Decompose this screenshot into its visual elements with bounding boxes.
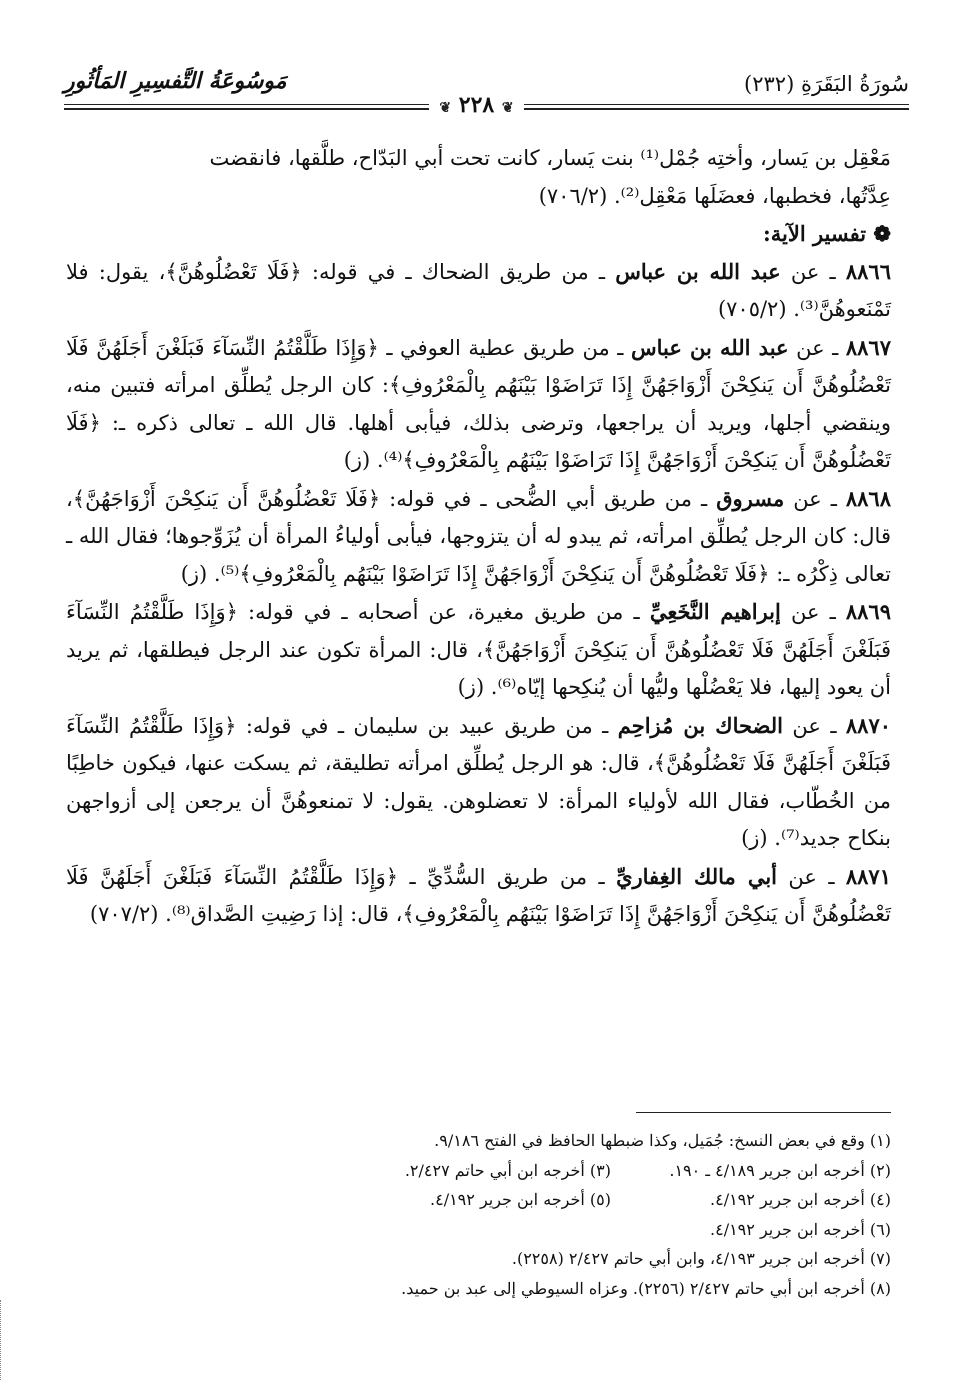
entry-text: ـ من طريق مغيرة، عن أصحابه ـ في قوله: ﴿وَإِذَا طَلَّقْتُمُ النِّسَآءَ فَبَلَغْنَ أَجَلَهُنَّ فَلَا تَعْضُلُوهُنَّ أَن يَنكِحْنَ أَزْوَاجَهُنَّ﴾، قال: المرأة تكون عند الرجل فيطلقها، ثم يريد أن يعود إليها، فلا يَعْضُلْها وليُّها أن يُنكِحها إيّاه⁽⁶⁾. (ز) (66, 600, 891, 699)
tafsir-entry: ٨٨٦٩ ـ عن إبراهيم النَّخَعِيِّ ـ من طريق مغيرة، عن أصحابه ـ في قوله: ﴿وَإِذَا طَلَّقْتُمُ النِّسَآءَ فَبَلَغْنَ أَجَلَهُنَّ فَلَا تَعْضُلُوهُنَّ أَن يَنكِحْنَ أَزْوَاجَهُنَّ﴾، قال: المرأة تكون عند الرجل فيطلقها، ثم يريد أن يعود إليها، فلا يَعْضُلْها وليُّها أن يُنكِحها إيّاه⁽⁶⁾. (ز) (66, 599, 891, 699)
footnote: (٦) أخرجه ابن جرير ٤/١٩٢. (710, 1219, 891, 1239)
entry-text: ـ من طريق السُّدِّيِّ ـ ﴿وَإِذَا طَلَّقْتُمُ النِّسَآءَ فَبَلَغْنَ أَجَلَهُنَّ فَلَا تَعْضُلُوهُنَّ أَن يَنكِحْنَ أَزْوَاجَهُنَّ إِذَا تَرَاضَوْا بَيْنَهُم بِالْمَعْرُوفِ﴾، قال: إذا رَضِيتِ الصَّداق⁽⁸⁾. (٧٠٧/٢) (66, 864, 891, 926)
narrator-name: الضحاك بن مُزاحِم (617, 712, 783, 738)
entry-text: ـ من طريق الضحاك ـ في قوله: ﴿فَلَا تَعْضُلُوهُنَّ﴾، يقول: فلا تَمْنَعوهُنَّ⁽³⁾. (٧٠٥/٢) (66, 259, 891, 321)
scan-edge-marks (0, 1300, 5, 1380)
narrator-name: أبي مالك الغِفاريِّ (616, 863, 778, 889)
entry-number: ٨٨٧١ (845, 863, 891, 889)
intro-line: عِدَّتُها، فخطبها، فعضَلَها مَعْقِل⁽²⁾. (٧٠٦/٢) (538, 183, 891, 208)
entry-number: ٨٨٦٩ (845, 599, 891, 624)
page-number: ٢٢٨ (458, 92, 495, 118)
surah-header: سُورَةُ البَقَرَةِ (٢٣٢) (744, 72, 909, 96)
tafsir-entry: ٨٨٦٧ ـ عن عبد الله بن عباس ـ من طريق عطية العوفي ـ ﴿وَإِذَا طَلَّقْتُمُ النِّسَآءَ فَبَلَغْنَ أَجَلَهُنَّ فَلَا تَعْضُلُوهُنَّ أَن يَنكِحْنَ أَزْوَاجَهُنَّ إِذَا تَرَاضَوْا بَيْنَهُم بِالْمَعْرُوفِ﴾: كان الرجل يُطلِّق امرأته فتبين منه، وينقضي أجلها، ويريد أن يراجعها، وترضى بذلك، فيأبى أهلها. قال الله ـ تعالى ذكره ـ: ﴿فَلَا تَعْضُلُوهُنَّ أَن يَنكِحْنَ أَزْوَاجَهُنَّ إِذَا تَرَاضَوْا بَيْنَهُم بِالْمَعْرُوفِ﴾⁽⁴⁾. (ز) (66, 334, 891, 472)
ornament-icon: ❦ (501, 100, 514, 116)
entry-text: ـ من طريق عبيد بن سليمان ـ في قوله: ﴿وَإِذَا طَلَّقْتُمُ النِّسَآءَ فَبَلَغْنَ أَجَلَهُنَّ فَلَا تَعْضُلُوهُنَّ﴾، قال: هو الرجل يُطلِّق امرأته تطليقة، ثم يسكت عنها، فيكون خاطِبًا من الخُطّاب، فقال الله لأولياء المرأة: لا تعضلوهن. يقول: لا تمنعوهُنَّ أن يرجعن إلى أزواجهن بنكاح جديد⁽⁷⁾. (ز) (66, 713, 891, 850)
entry-number: ٨٨٦٨ (845, 485, 891, 511)
narrator-name: مسروق (716, 485, 785, 511)
book-title: مَوسُوعَةُ التَّفسِيرِ المَأثُورِ (64, 68, 287, 94)
footnotes (66, 1126, 891, 1304)
tafsir-entry: ٨٨٦٦ ـ عن عبد الله بن عباس ـ من طريق الضحاك ـ في قوله: ﴿فَلَا تَعْضُلُوهُنَّ﴾، يقول: فلا تَمْنَعوهُنَّ⁽³⁾. (٧٠٥/٢) (66, 258, 891, 321)
tafsir-entry: ٨٨٦٨ ـ عن مسروق ـ من طريق أبي الضُّحى ـ في قوله: ﴿فَلَا تَعْضُلُوهُنَّ أَن يَنكِحْنَ أَزْوَاجَهُنَّ﴾، قال: كان الرجل يُطلِّق امرأته، ثم يبدو له أن يتزوجها، فيأبى أولياءُ المرأة أن يُزَوِّجوها؛ فقال الله ـ تعالى ذِكْرُه ـ: ﴿فَلَا تَعْضُلُوهُنَّ أَن يَنكِحْنَ أَزْوَاجَهُنَّ إِذَا تَرَاضَوْا بَيْنَهُم بِالْمَعْرُوفِ﴾⁽⁵⁾. (ز) (66, 485, 891, 586)
footnote: (٧) أخرجه ابن جرير ٤/١٩٣، وابن أبي حاتم ٢/٤٢٧ (٢٢٥٨). (511, 1249, 891, 1269)
footnote: (٨) أخرجه ابن أبي حاتم ٢/٤٢٧ (٢٢٥٦). وعزاه السيوطي إلى عبد بن حميد. (401, 1278, 891, 1298)
section-title: ❁ تفسير الآية: (762, 221, 891, 246)
narrator-name: إبراهيم النَّخَعِيِّ (649, 599, 781, 624)
footnote: (٣) أخرجه ابن أبي حاتم ٢/٤٢٧. (404, 1160, 611, 1180)
page-number-wrap (0, 92, 953, 122)
intro-line: مَعْقِل بن يَسار، وأختِه جُمْل⁽¹⁾ بنت يَسار، كانت تحت أبي البَدّاح، طلَّقها، فانقضت (209, 146, 891, 170)
narrator-name: عبد الله بن عباس (615, 258, 781, 284)
footnote: (٢) أخرجه ابن جرير ٤/١٨٩ ـ ١٩٠. (669, 1160, 891, 1180)
entry-text: ـ من طريق أبي الضُّحى ـ في قوله: ﴿فَلَا تَعْضُلُوهُنَّ أَن يَنكِحْنَ أَزْوَاجَهُنَّ﴾، قال: كان الرجل يُطلِّق امرأته، ثم يبدو له أن يتزوجها، فيأبى أولياءُ المرأة أن يُزَوِّجوها؛ فقال الله ـ تعالى ذِكْرُه ـ: ﴿فَلَا تَعْضُلُوهُنَّ أَن يَنكِحْنَ أَزْوَاجَهُنَّ إِذَا تَرَاضَوْا بَيْنَهُم بِالْمَعْرُوفِ﴾⁽⁵⁾. (ز) (66, 486, 891, 586)
footnote: (٤) أخرجه ابن جرير ٤/١٩٢. (710, 1190, 891, 1210)
entry-text: ـ من طريق عطية العوفي ـ ﴿وَإِذَا طَلَّقْتُمُ النِّسَآءَ فَبَلَغْنَ أَجَلَهُنَّ فَلَا تَعْضُلُوهُنَّ أَن يَنكِحْنَ أَزْوَاجَهُنَّ إِذَا تَرَاضَوْا بَيْنَهُم بِالْمَعْرُوفِ﴾: كان الرجل يُطلِّق امرأته فتبين منه، وينقضي أجلها، ويريد أن يراجعها، وترضى بذلك، فيأبى أهلها. قال الله ـ تعالى ذكره ـ: ﴿فَلَا تَعْضُلُوهُنَّ أَن يَنكِحْنَ أَزْوَاجَهُنَّ إِذَا تَرَاضَوْا بَيْنَهُم بِالْمَعْرُوفِ﴾⁽⁴⁾. (ز) (66, 335, 891, 472)
entry-number: ٨٨٧٠ (845, 712, 892, 738)
entry-number: ٨٨٦٦ (845, 258, 891, 284)
footnote: (١) وقع في بعض النسخ: جُمَيل، وكذا ضبطها الحافظ في الفتح ٩/١٨٦. (434, 1131, 891, 1150)
main-text (66, 140, 891, 934)
ornament-icon: ❦ (439, 100, 452, 116)
tafsir-entry: ٨٨٧١ ـ عن أبي مالك الغِفاريِّ ـ من طريق السُّدِّيِّ ـ ﴿وَإِذَا طَلَّقْتُمُ النِّسَآءَ فَبَلَغْنَ أَجَلَهُنَّ فَلَا تَعْضُلُوهُنَّ أَن يَنكِحْنَ أَزْوَاجَهُنَّ إِذَا تَرَاضَوْا بَيْنَهُم بِالْمَعْرُوفِ﴾، قال: إذا رَضِيتِ الصَّداق⁽⁸⁾. (٧٠٧/٢) (66, 863, 891, 926)
footnote: (٥) أخرجه ابن جرير ٤/١٩٢. (430, 1190, 611, 1210)
footnote-rule (636, 1112, 891, 1113)
entry-number: ٨٨٦٧ (845, 334, 891, 360)
tafsir-entry: ٨٨٧٠ ـ عن الضحاك بن مُزاحِم ـ من طريق عبيد بن سليمان ـ في قوله: ﴿وَإِذَا طَلَّقْتُمُ النِّسَآءَ فَبَلَغْنَ أَجَلَهُنَّ فَلَا تَعْضُلُوهُنَّ﴾، قال: هو الرجل يُطلِّق امرأته تطليقة، ثم يسكت عنها، فيكون خاطِبًا من الخُطّاب، فقال الله لأولياء المرأة: لا تعضلوهن. يقول: لا تمنعوهُنَّ أن يرجعن إلى أزواجهن بنكاح جديد⁽⁷⁾. (ز) (66, 712, 892, 850)
narrator-name: عبد الله بن عباس (630, 334, 789, 360)
